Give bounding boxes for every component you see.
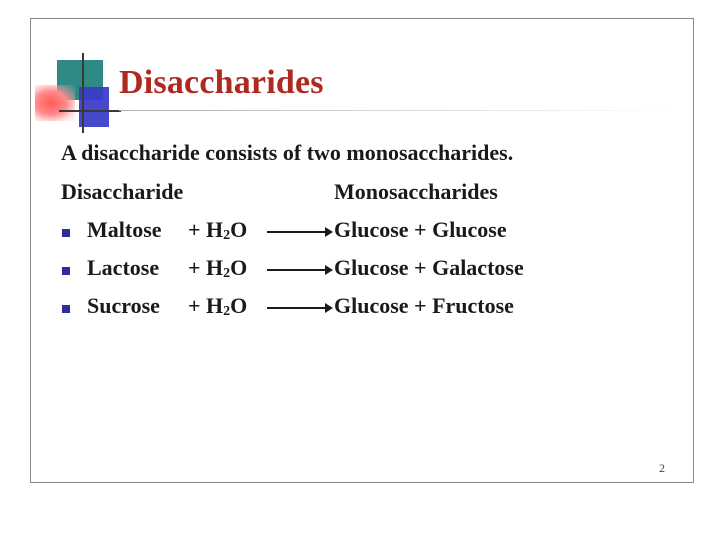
reaction-row [31,217,695,247]
water-term: + $H_2O$ [188,217,248,243]
bullet-icon [62,229,70,237]
products-text: Glucose + Fructose [334,293,514,318]
right-arrow-icon [267,269,327,271]
products-text: Glucose + Galactose [334,255,524,280]
reaction-row [31,293,695,323]
column-header-monosaccharides: Monosaccharides [334,179,498,204]
slide-title: Disaccharides [119,64,324,101]
title-divider [119,110,675,111]
reactant-name: Lactose [87,255,160,280]
water-term: + $H_2O$ [188,293,248,319]
bullet-icon [62,305,70,313]
right-arrow-icon [267,231,327,233]
products-text: Glucose + Glucose [334,217,507,242]
intro-text: A disaccharide consists of two monosaccharides. [61,140,514,165]
horizontal-line [59,110,121,112]
reactant-name: Sucrose [87,293,160,318]
slide [30,18,694,483]
page-number: 2 [659,461,665,475]
column-header-disaccharide: Disaccharide [61,179,184,204]
reaction-row [31,255,695,285]
red-square [35,85,75,121]
right-arrow-icon [267,307,327,309]
reactant-name: Maltose [87,217,162,242]
bullet-icon [62,267,70,275]
water-term: + $H_2O$ [188,255,248,281]
vertical-line [82,53,84,133]
